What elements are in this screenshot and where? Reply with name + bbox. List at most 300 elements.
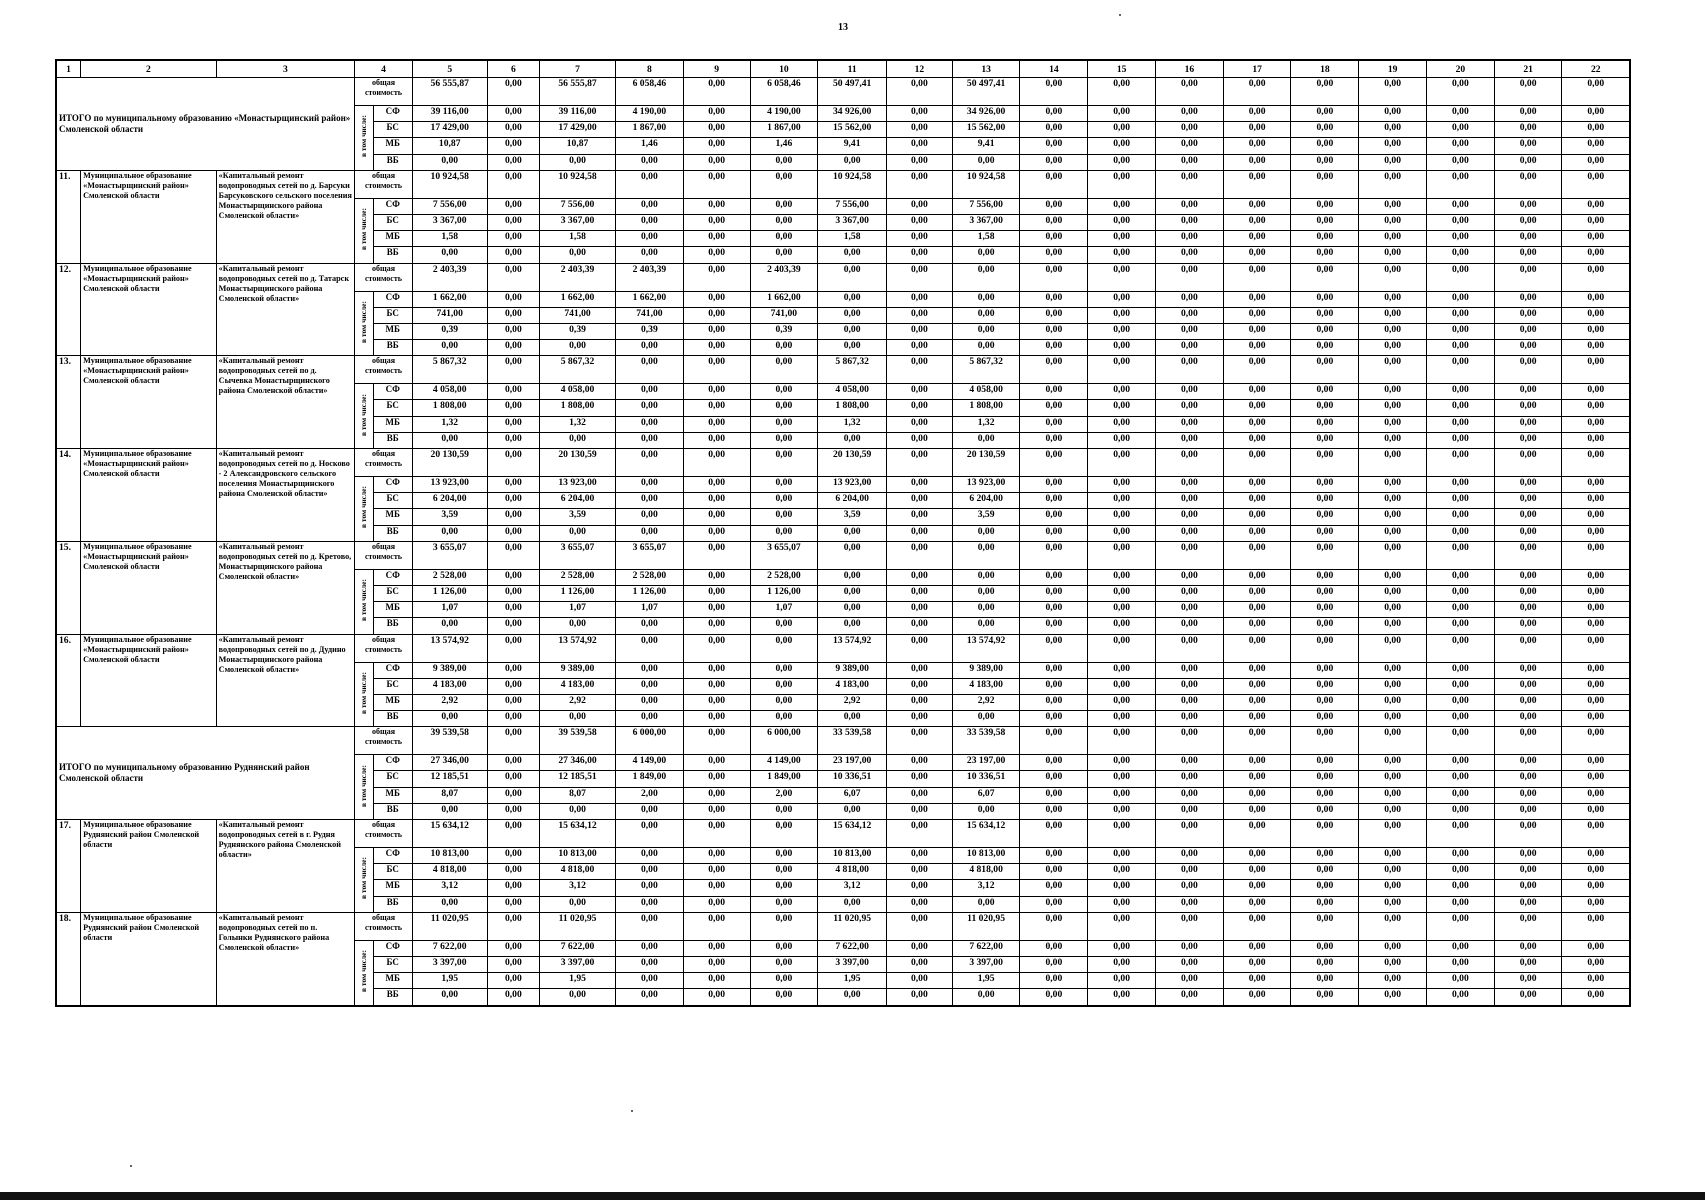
value-cell: 12 185,51 — [412, 771, 487, 787]
value-cell: 0,00 — [1020, 78, 1088, 106]
value-cell: 0,00 — [683, 138, 750, 154]
value-cell: 0,00 — [1359, 989, 1427, 1006]
value-cell: 0,00 — [887, 78, 953, 106]
value-cell: 1 867,00 — [750, 122, 818, 138]
value-cell: 0,00 — [1223, 634, 1291, 662]
value-cell: 0,00 — [818, 989, 887, 1006]
value-cell: 0,00 — [683, 880, 750, 896]
value-cell: 3 397,00 — [540, 956, 616, 972]
value-cell: 2,92 — [818, 694, 887, 710]
value-cell: 0,00 — [1359, 416, 1427, 432]
funding-source: БС — [373, 214, 412, 230]
column-header: 19 — [1359, 60, 1427, 78]
value-cell: 0,00 — [1426, 634, 1494, 662]
value-cell: 0,00 — [1562, 803, 1630, 819]
value-cell: 0,00 — [1223, 493, 1291, 509]
value-cell: 0,00 — [1155, 880, 1223, 896]
value-cell: 0,00 — [1088, 525, 1156, 541]
value-cell: 5 867,32 — [412, 356, 487, 384]
value-cell: 1 662,00 — [540, 291, 616, 307]
value-cell: 0,00 — [487, 820, 539, 848]
value-cell: 0,00 — [412, 340, 487, 356]
value-cell: 0,00 — [1359, 896, 1427, 912]
value-cell: 0,00 — [1020, 247, 1088, 263]
value-cell: 0,00 — [1088, 323, 1156, 339]
value-cell: 0,00 — [887, 323, 953, 339]
value-cell: 0,00 — [1155, 78, 1223, 106]
value-cell: 0,00 — [887, 384, 953, 400]
value-cell: 0,00 — [1291, 755, 1359, 771]
value-cell: 0,00 — [887, 432, 953, 448]
value-cell: 0,00 — [683, 340, 750, 356]
column-header: 21 — [1494, 60, 1562, 78]
value-cell: 0,00 — [1155, 307, 1223, 323]
object-name: «Капитальный ремонт водопроводных сетей по д. Татарск Монастырщинского района Смоленской области» — [216, 263, 355, 356]
column-header: 20 — [1426, 60, 1494, 78]
value-cell: 0,00 — [1494, 106, 1562, 122]
value-cell: 0,00 — [1291, 956, 1359, 972]
value-cell: 6 000,00 — [750, 727, 818, 755]
value-cell: 0,00 — [683, 384, 750, 400]
value-cell: 0,00 — [1020, 771, 1088, 787]
value-cell: 0,00 — [1291, 678, 1359, 694]
value-cell: 0,00 — [1291, 662, 1359, 678]
value-cell: 0,00 — [487, 509, 539, 525]
value-cell: 0,00 — [887, 803, 953, 819]
value-cell: 0,00 — [1494, 880, 1562, 896]
value-cell: 0,00 — [1494, 989, 1562, 1006]
value-cell: 0,00 — [683, 106, 750, 122]
value-cell: 0,00 — [1291, 449, 1359, 477]
value-cell: 0,00 — [1562, 956, 1630, 972]
value-cell: 3,59 — [412, 509, 487, 525]
value-cell: 50 497,41 — [952, 78, 1020, 106]
value-cell: 0,00 — [1020, 214, 1088, 230]
value-cell: 2,00 — [750, 787, 818, 803]
value-cell: 0,00 — [1359, 432, 1427, 448]
value-cell: 15 562,00 — [818, 122, 887, 138]
value-cell: 13 923,00 — [412, 477, 487, 493]
value-cell: 0,00 — [887, 493, 953, 509]
value-cell: 0,00 — [1359, 848, 1427, 864]
value-cell: 0,00 — [487, 214, 539, 230]
value-cell: 0,00 — [1359, 340, 1427, 356]
value-cell: 0,00 — [1494, 449, 1562, 477]
value-cell: 0,00 — [1020, 848, 1088, 864]
funding-source: ВБ — [373, 247, 412, 263]
value-cell: 0,00 — [1291, 400, 1359, 416]
value-cell: 0,00 — [750, 356, 818, 384]
value-cell: 0,00 — [1494, 477, 1562, 493]
value-cell: 0,00 — [1223, 618, 1291, 634]
municipality-name: Муниципальное образование «Монастырщинский район» Смоленской области — [81, 541, 217, 634]
value-cell: 0,00 — [1562, 678, 1630, 694]
value-cell: 0,00 — [1291, 880, 1359, 896]
value-cell: 0,00 — [487, 340, 539, 356]
value-cell: 0,00 — [1359, 820, 1427, 848]
value-cell: 0,00 — [1088, 896, 1156, 912]
value-cell: 0,00 — [1494, 356, 1562, 384]
value-cell: 0,00 — [1088, 662, 1156, 678]
value-cell: 2 403,39 — [616, 263, 684, 291]
value-cell: 1,32 — [412, 416, 487, 432]
value-cell: 0,00 — [487, 694, 539, 710]
value-cell: 0,00 — [1562, 154, 1630, 170]
including-text: в том числе: — [358, 115, 368, 158]
value-cell: 10 813,00 — [540, 848, 616, 864]
total-row — [56, 78, 1630, 106]
value-cell: 0,00 — [1359, 356, 1427, 384]
value-cell: 2,00 — [616, 787, 684, 803]
value-cell: 0,00 — [1155, 989, 1223, 1006]
value-cell: 0,00 — [1426, 432, 1494, 448]
value-cell: 33 539,58 — [818, 727, 887, 755]
value-cell: 0,00 — [1359, 384, 1427, 400]
value-cell: 5 867,32 — [818, 356, 887, 384]
value-cell: 0,00 — [1155, 214, 1223, 230]
value-cell: 0,00 — [1562, 138, 1630, 154]
value-cell: 0,00 — [616, 848, 684, 864]
value-cell: 10 336,51 — [818, 771, 887, 787]
value-cell: 0,00 — [412, 618, 487, 634]
value-cell: 0,00 — [487, 400, 539, 416]
value-cell: 0,00 — [1494, 803, 1562, 819]
value-cell: 0,00 — [1088, 541, 1156, 569]
value-cell: 0,00 — [1291, 585, 1359, 601]
value-cell: 3 397,00 — [952, 956, 1020, 972]
value-cell: 0,00 — [1359, 449, 1427, 477]
value-cell: 0,00 — [1426, 569, 1494, 585]
value-cell: 13 923,00 — [818, 477, 887, 493]
funding-source: БС — [373, 678, 412, 694]
funding-source: ВБ — [373, 896, 412, 912]
value-cell: 0,00 — [887, 940, 953, 956]
value-cell: 0,00 — [412, 711, 487, 727]
total-cost-label: общая стоимость — [355, 78, 413, 106]
value-cell: 0,00 — [1088, 973, 1156, 989]
value-cell: 0,00 — [1223, 214, 1291, 230]
value-cell: 0,00 — [683, 509, 750, 525]
value-cell: 0,00 — [1020, 634, 1088, 662]
value-cell: 20 130,59 — [412, 449, 487, 477]
value-cell: 0,00 — [1426, 912, 1494, 940]
value-cell: 0,00 — [750, 231, 818, 247]
value-cell: 0,00 — [616, 477, 684, 493]
value-cell: 0,00 — [1494, 400, 1562, 416]
value-cell: 0,00 — [1088, 602, 1156, 618]
value-cell: 0,00 — [540, 340, 616, 356]
value-cell: 0,00 — [487, 880, 539, 896]
value-cell: 0,00 — [1494, 864, 1562, 880]
column-header: 18 — [1291, 60, 1359, 78]
value-cell: 0,00 — [1494, 122, 1562, 138]
value-cell: 0,00 — [1291, 198, 1359, 214]
value-cell: 2,92 — [412, 694, 487, 710]
value-cell: 0,00 — [1494, 569, 1562, 585]
value-cell: 0,00 — [616, 198, 684, 214]
value-cell: 0,00 — [1359, 477, 1427, 493]
value-cell: 0,00 — [1223, 787, 1291, 803]
value-cell: 0,00 — [1155, 170, 1223, 198]
value-cell: 0,00 — [1020, 525, 1088, 541]
value-cell: 0,00 — [487, 122, 539, 138]
value-cell: 0,00 — [1494, 416, 1562, 432]
value-cell: 0,00 — [487, 755, 539, 771]
value-cell: 0,00 — [887, 755, 953, 771]
value-cell: 0,00 — [616, 247, 684, 263]
value-cell: 0,00 — [1155, 771, 1223, 787]
value-cell: 3 655,07 — [412, 541, 487, 569]
value-cell: 10 924,58 — [412, 170, 487, 198]
funding-source: БС — [373, 122, 412, 138]
value-cell: 0,00 — [1359, 711, 1427, 727]
value-cell: 0,00 — [616, 912, 684, 940]
value-cell: 0,00 — [1426, 138, 1494, 154]
including-label — [355, 755, 373, 820]
value-cell: 0,00 — [1155, 820, 1223, 848]
value-cell: 4 058,00 — [818, 384, 887, 400]
value-cell: 0,00 — [1088, 678, 1156, 694]
value-cell: 0,00 — [1562, 662, 1630, 678]
column-header: 11 — [818, 60, 887, 78]
value-cell: 0,00 — [487, 356, 539, 384]
value-cell: 0,00 — [1562, 400, 1630, 416]
value-cell: 0,00 — [952, 307, 1020, 323]
value-cell: 0,00 — [750, 896, 818, 912]
value-cell: 0,00 — [1088, 727, 1156, 755]
including-text: в том числе: — [358, 393, 368, 436]
value-cell: 0,00 — [616, 803, 684, 819]
value-cell: 0,00 — [1155, 912, 1223, 940]
value-cell: 0,00 — [1155, 678, 1223, 694]
value-cell: 0,00 — [1426, 122, 1494, 138]
value-cell: 0,00 — [1494, 525, 1562, 541]
value-cell: 0,00 — [683, 820, 750, 848]
value-cell: 0,00 — [683, 170, 750, 198]
value-cell: 0,00 — [1223, 340, 1291, 356]
value-cell: 0,00 — [1291, 634, 1359, 662]
value-cell: 0,00 — [1494, 384, 1562, 400]
value-cell: 0,00 — [1359, 678, 1427, 694]
value-cell: 0,00 — [1020, 569, 1088, 585]
value-cell: 10 336,51 — [952, 771, 1020, 787]
value-cell: 8,07 — [412, 787, 487, 803]
value-cell: 0,00 — [1562, 755, 1630, 771]
value-cell: 3,12 — [540, 880, 616, 896]
value-cell: 0,00 — [1088, 694, 1156, 710]
including-text: в том числе: — [358, 857, 368, 900]
row-index: 15. — [56, 541, 81, 634]
value-cell: 0,00 — [1562, 820, 1630, 848]
value-cell: 0,00 — [1088, 231, 1156, 247]
value-cell: 17 429,00 — [412, 122, 487, 138]
value-cell: 0,00 — [616, 340, 684, 356]
value-cell: 0,00 — [1359, 214, 1427, 230]
value-cell: 0,00 — [487, 449, 539, 477]
object-name: «Капитальный ремонт водопроводных сетей по д. Носково - 2 Александровского сельского поселения Монастырщинского района Смоленской области» — [216, 449, 355, 542]
value-cell: 0,00 — [487, 803, 539, 819]
value-cell: 0,00 — [1426, 755, 1494, 771]
funding-source: МБ — [373, 602, 412, 618]
value-cell: 0,00 — [1494, 78, 1562, 106]
value-cell: 0,00 — [818, 803, 887, 819]
value-cell: 0,00 — [1359, 787, 1427, 803]
value-cell: 0,00 — [818, 247, 887, 263]
value-cell: 0,00 — [1494, 820, 1562, 848]
value-cell: 0,00 — [412, 896, 487, 912]
value-cell: 0,00 — [1291, 912, 1359, 940]
value-cell: 7 556,00 — [540, 198, 616, 214]
value-cell: 13 574,92 — [818, 634, 887, 662]
value-cell: 0,00 — [1494, 634, 1562, 662]
column-header: 8 — [616, 60, 684, 78]
value-cell: 0,00 — [1155, 602, 1223, 618]
value-cell: 1,95 — [412, 973, 487, 989]
value-cell: 0,00 — [1359, 755, 1427, 771]
value-cell: 0,00 — [750, 618, 818, 634]
value-cell: 0,00 — [1088, 585, 1156, 601]
including-label — [355, 848, 373, 913]
value-cell: 0,00 — [1155, 803, 1223, 819]
value-cell: 0,00 — [1020, 291, 1088, 307]
value-cell: 0,00 — [1359, 864, 1427, 880]
including-label — [355, 569, 373, 634]
value-cell: 0,00 — [1088, 477, 1156, 493]
value-cell: 0,00 — [750, 711, 818, 727]
funding-source: СФ — [373, 940, 412, 956]
value-cell: 9 389,00 — [952, 662, 1020, 678]
value-cell: 0,00 — [683, 214, 750, 230]
value-cell: 0,00 — [1426, 541, 1494, 569]
value-cell: 0,00 — [1562, 989, 1630, 1006]
value-cell: 2,92 — [952, 694, 1020, 710]
value-cell: 1,07 — [540, 602, 616, 618]
value-cell: 0,00 — [487, 727, 539, 755]
value-cell: 0,00 — [487, 787, 539, 803]
value-cell: 0,00 — [1562, 231, 1630, 247]
value-cell: 0,00 — [1291, 384, 1359, 400]
municipality-name: Муниципальное образование «Монастырщинский район» Смоленской области — [81, 634, 217, 727]
value-cell: 0,00 — [750, 956, 818, 972]
value-cell: 0,00 — [616, 896, 684, 912]
value-cell: 0,00 — [1088, 771, 1156, 787]
value-cell: 0,00 — [616, 940, 684, 956]
value-cell: 1,07 — [412, 602, 487, 618]
column-header: 16 — [1155, 60, 1223, 78]
value-cell: 0,00 — [683, 263, 750, 291]
value-cell: 0,00 — [1494, 323, 1562, 339]
value-cell: 9 389,00 — [540, 662, 616, 678]
value-cell: 0,00 — [1562, 323, 1630, 339]
value-cell: 20 130,59 — [818, 449, 887, 477]
including-label — [355, 291, 373, 356]
row-index: 18. — [56, 912, 81, 1005]
value-cell: 0,00 — [487, 263, 539, 291]
value-cell: 0,00 — [1223, 940, 1291, 956]
value-cell: 0,00 — [1426, 449, 1494, 477]
value-cell: 0,00 — [887, 231, 953, 247]
value-cell: 0,00 — [1494, 247, 1562, 263]
value-cell: 4 190,00 — [750, 106, 818, 122]
value-cell: 4 818,00 — [952, 864, 1020, 880]
value-cell: 0,00 — [818, 525, 887, 541]
value-cell: 0,00 — [1494, 602, 1562, 618]
value-cell: 0,00 — [616, 400, 684, 416]
value-cell: 0,00 — [1562, 106, 1630, 122]
value-cell: 0,00 — [1562, 787, 1630, 803]
value-cell: 0,00 — [952, 541, 1020, 569]
value-cell: 0,00 — [952, 989, 1020, 1006]
value-cell: 0,00 — [616, 154, 684, 170]
value-cell: 0,00 — [1291, 493, 1359, 509]
value-cell: 0,00 — [1020, 416, 1088, 432]
value-cell: 0,00 — [1359, 122, 1427, 138]
value-cell: 0,00 — [1562, 198, 1630, 214]
value-cell: 0,00 — [487, 956, 539, 972]
value-cell: 0,00 — [1088, 122, 1156, 138]
value-cell: 0,00 — [487, 307, 539, 323]
value-cell: 0,00 — [540, 432, 616, 448]
value-cell: 0,00 — [818, 432, 887, 448]
value-cell: 0,00 — [1291, 541, 1359, 569]
value-cell: 0,00 — [540, 525, 616, 541]
value-cell: 0,00 — [487, 864, 539, 880]
value-cell: 0,00 — [952, 618, 1020, 634]
funding-source: БС — [373, 307, 412, 323]
funding-source: ВБ — [373, 432, 412, 448]
value-cell: 0,00 — [1426, 78, 1494, 106]
value-cell: 0,00 — [1562, 170, 1630, 198]
value-cell: 0,00 — [818, 340, 887, 356]
value-cell: 2 403,39 — [540, 263, 616, 291]
value-cell: 0,00 — [1088, 820, 1156, 848]
value-cell: 0,00 — [683, 662, 750, 678]
value-cell: 0,00 — [1291, 848, 1359, 864]
funding-source: СФ — [373, 291, 412, 307]
value-cell: 0,00 — [487, 618, 539, 634]
row-index: 11. — [56, 170, 81, 263]
value-cell: 2 528,00 — [540, 569, 616, 585]
value-cell: 0,00 — [1291, 727, 1359, 755]
value-cell: 0,00 — [1426, 154, 1494, 170]
value-cell: 1,58 — [952, 231, 1020, 247]
value-cell: 0,00 — [1494, 509, 1562, 525]
value-cell: 0,00 — [887, 820, 953, 848]
value-cell: 23 197,00 — [952, 755, 1020, 771]
value-cell: 0,00 — [616, 711, 684, 727]
value-cell: 0,00 — [487, 291, 539, 307]
value-cell: 0,00 — [750, 678, 818, 694]
value-cell: 0,00 — [487, 602, 539, 618]
value-cell: 0,00 — [1223, 154, 1291, 170]
value-cell: 0,00 — [683, 432, 750, 448]
value-cell: 6 204,00 — [540, 493, 616, 509]
value-cell: 1 808,00 — [540, 400, 616, 416]
column-header: 7 — [540, 60, 616, 78]
value-cell: 0,00 — [1562, 247, 1630, 263]
value-cell: 0,00 — [616, 416, 684, 432]
value-cell: 0,00 — [1562, 509, 1630, 525]
value-cell: 0,00 — [887, 356, 953, 384]
value-cell: 0,00 — [1020, 432, 1088, 448]
value-cell: 0,00 — [952, 247, 1020, 263]
value-cell: 0,00 — [487, 154, 539, 170]
value-cell: 0,00 — [818, 569, 887, 585]
value-cell: 0,00 — [683, 912, 750, 940]
value-cell: 1 849,00 — [750, 771, 818, 787]
value-cell: 0,00 — [887, 400, 953, 416]
value-cell: 0,00 — [1020, 912, 1088, 940]
